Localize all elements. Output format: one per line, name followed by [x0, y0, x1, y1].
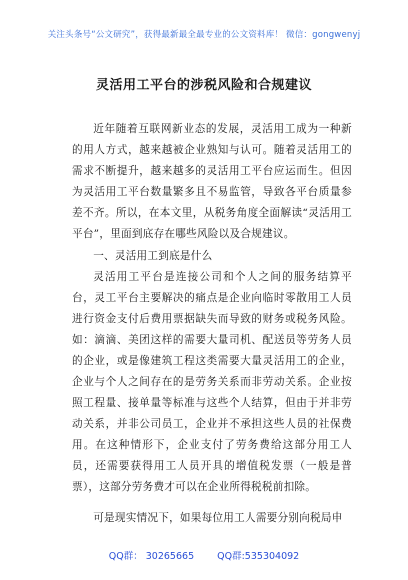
header-notice: 关注头条号“公文研究”，获得最新最全最专业的公文资料库！ 微信：gongwenyj: [47, 30, 361, 40]
footer-qq-group-1: QQ群： 30265665: [108, 551, 195, 562]
footer-qq-group-2: QQ群:535304092: [217, 551, 300, 562]
paragraph-intro: [72, 119, 352, 245]
paragraph-text: 灵活用工平台是连接公司和个人之间的服务结算平台，灵工平台主要解决的痛点是企业向临时零散用工人员进行资金支付后费用票据缺失而导致的财务或税务风险。如：滴滴、美团这样的需要大量司机、配送员等劳务人员的企业，或是像建筑工程这类需要大量灵活用工的企业，企业与个人之间存在的是劳务关系而非劳动关系。企业按照工程量、接单量等标准与这些个人结算，但由于并非劳动关系，并非公司员工，企业并不承担这些人员的社保费用。在这种情形下，企业支付了劳务费给这部分用工人员，还需要获得用工人员开具的增值税发票（一般是普票），这部分劳务费才可以在企业所得税税前扣除。: [72, 271, 352, 493]
section-heading: [72, 246, 352, 267]
paragraph-definition: [72, 267, 352, 498]
document-title: 灵活用工平台的涉税风险和合规建议: [95, 78, 312, 93]
paragraph-reality: [72, 508, 352, 529]
paragraph-text: 可是现实情况下，如果每位用工人需要分别向税局申: [93, 512, 343, 524]
footer: [0, 548, 408, 562]
paragraph-text: 近年随着互联网新业态的发展，灵活用工成为一种新的用人方式，越来越被企业熟知与认可。随着灵活用工的需求不断提升，越来越多的灵活用工平台应运而生。但因为灵活用工平台数量繁多且不易监管，导致各平台质量参差不齐。所以，在本文里，从税务角度全面解读“灵活用工平台”，里面到底存在哪些风险以及合规建议。: [72, 123, 352, 240]
section-heading-text: 一、灵活用工到底是什么: [93, 250, 213, 262]
